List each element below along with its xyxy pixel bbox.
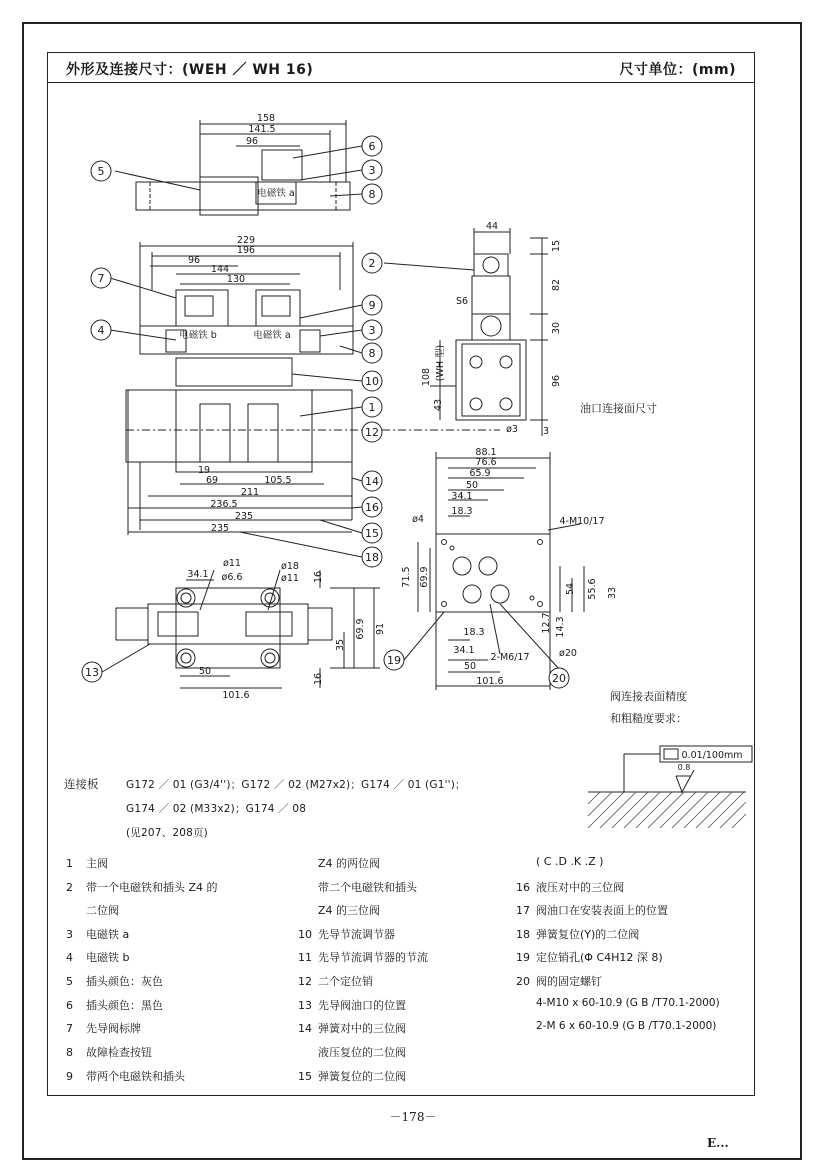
dim-50-top: 50 <box>465 480 479 491</box>
dim-55-6: 55.6 <box>587 578 598 600</box>
dim-158: 158 <box>256 113 276 124</box>
dim-211: 211 <box>240 487 260 498</box>
callout-20: 20 <box>552 672 566 685</box>
legend-item: 18 弹簧复位(Y)的二位阀 <box>516 928 640 941</box>
dim-236-5: 236.5 <box>210 499 238 510</box>
lower-view <box>102 570 380 688</box>
legend-item: 液压复位的二位阀 <box>318 1046 406 1059</box>
dim-33: 33 <box>607 586 618 600</box>
roughness-value: 0.8 <box>677 763 691 772</box>
dim-4-m10: 4-M10/17 <box>559 516 605 527</box>
dim-101-6-port: 101.6 <box>476 676 504 687</box>
legend-item: 13 先导阀油口的位置 <box>298 999 406 1012</box>
legend-item: 17 阀油口在安装表面上的位置 <box>516 904 668 917</box>
legend-item: 6 插头颜色：黑色 <box>66 999 163 1012</box>
legend-item: 19 定位销孔(Φ C4H12 深 8) <box>516 951 663 964</box>
legend-item: 二位阀 <box>86 904 119 917</box>
dim-15: 15 <box>551 239 562 253</box>
surface-hatch <box>588 792 746 828</box>
dim-105-5: 105.5 <box>264 475 292 486</box>
dim-229: 229 <box>236 235 256 246</box>
legend-item: 12 二个定位销 <box>298 975 373 988</box>
legend-item: Z4 的三位阀 <box>318 904 381 917</box>
s6-label: S6 <box>455 296 469 307</box>
dim-34-1-lower: 34.1 <box>187 569 209 580</box>
dim-144: 144 <box>210 264 230 275</box>
side-view <box>384 228 548 436</box>
dim-50-lower: 50 <box>198 666 212 677</box>
legend-item: 9 带两个电磁铁和插头 <box>66 1070 185 1083</box>
legend-item: 2-M 6 x 60-10.9 (G B /T70.1-2000) <box>536 1020 717 1032</box>
dim-196: 196 <box>236 245 256 256</box>
legend-item: 4 电磁铁 b <box>66 951 130 964</box>
callout-13: 13 <box>85 666 99 679</box>
dim-50-bottom: 50 <box>463 661 477 672</box>
callout-1: 1 <box>368 401 376 414</box>
callout-15: 15 <box>365 527 379 540</box>
callout-7: 2 <box>368 257 376 270</box>
dim-69-9-lower: 69.9 <box>355 618 366 640</box>
callout-18: 18 <box>365 551 379 564</box>
surface-requirement-line1: 阀连接表面精度 <box>610 690 687 703</box>
dim-34-1-top: 34.1 <box>451 491 473 502</box>
dim-dia11-b: ø11 <box>281 573 299 584</box>
dim-235b: 235 <box>210 523 230 534</box>
unit-label: 尺寸单位：(mm) <box>619 62 736 78</box>
dim-19: 19 <box>197 465 211 476</box>
dim-96-top: 96 <box>245 136 259 147</box>
dim-34-1-bottom: 34.1 <box>453 645 475 656</box>
callout-16: 16 <box>365 501 379 514</box>
dim-91: 91 <box>375 622 386 636</box>
surface-requirement-line2: 和粗糙度要求： <box>610 712 687 725</box>
legend-item: 2 带一个电磁铁和插头 Z4 的 <box>66 881 218 894</box>
callout-3b: 3 <box>368 324 376 337</box>
legend-item: Z4 的两位阀 <box>318 857 381 870</box>
dim-12-7: 12.7 <box>541 612 552 634</box>
dim-dia18: ø18 <box>281 561 299 572</box>
dim-35: 35 <box>335 638 346 652</box>
callout-19: 19 <box>387 654 401 667</box>
page-number: －178－ <box>389 1110 437 1124</box>
dim-69-9-port: 69.9 <box>419 566 430 588</box>
callout-8a: 8 <box>368 188 376 201</box>
legend-item: 16 液压对中的三位阀 <box>516 881 624 894</box>
legend-item: ( C .D .K .Z ) <box>536 855 604 868</box>
dim-71-5: 71.5 <box>401 566 412 588</box>
dim-dia20: ø20 <box>559 648 577 659</box>
callout-3a: 3 <box>368 164 376 177</box>
legend-item: 5 插头颜色：灰色 <box>66 975 163 988</box>
dim-44: 44 <box>485 221 499 232</box>
dim-141-5: 141.5 <box>248 124 276 135</box>
dim-96-side: 96 <box>551 374 562 388</box>
dim-18-3-bottom: 18.3 <box>463 627 485 638</box>
dim-dia6-6: ø6.6 <box>221 572 243 583</box>
callout-8b: 8 <box>368 347 376 360</box>
dim-76-6: 76.6 <box>475 457 497 468</box>
dim-88-1: 88.1 <box>475 447 497 458</box>
dim-69: 69 <box>205 475 219 486</box>
legend-item: 10 先导节流调节器 <box>298 928 395 941</box>
callout-9: 9 <box>368 299 376 312</box>
dim-14-3: 14.3 <box>555 616 566 638</box>
legend-item: 带二个电磁铁和插头 <box>318 881 417 894</box>
legend-item: 8 故障检查按钮 <box>66 1046 152 1059</box>
subplate-label: 连接板 <box>64 777 99 791</box>
dim-43: 43 <box>433 398 444 412</box>
dim-18-3-top: 18.3 <box>451 506 473 517</box>
subplate-line-2: G174 ／ 02 (M33x2)；G174 ／ 08 <box>126 803 307 815</box>
dim-3: 3 <box>542 426 550 437</box>
solenoid-a-front: 电磁铁 a <box>253 330 291 341</box>
legend-item: 11 先导节流调节器的节流 <box>298 951 428 964</box>
top-view <box>115 120 362 215</box>
callout-6: 7 <box>97 272 105 285</box>
subplate-line-1: G172 ／ 01 (G3/4'')；G172 ／ 02 (M27x2)；G174 ／ 01 (G1'')； <box>126 779 466 791</box>
subplate-line-3: (见207、208页) <box>126 827 208 839</box>
legend-item: 15 弹簧复位的二位阀 <box>298 1070 406 1083</box>
dim-96-front: 96 <box>187 255 201 266</box>
callout-2: 5 <box>97 165 105 178</box>
callout-10: 10 <box>365 375 379 388</box>
dim-dia11-a: ø11 <box>223 558 241 569</box>
brand-mark: E... <box>707 1136 729 1150</box>
legend-item: 1 主阀 <box>66 857 108 870</box>
dim-16-top: 16 <box>313 570 324 584</box>
dim-dia4: ø4 <box>412 514 424 525</box>
port-face-label: 油口连接面尺寸 <box>580 402 657 415</box>
dim-30: 30 <box>551 321 562 335</box>
callout-5: 6 <box>368 140 376 153</box>
dim-16-bottom: 16 <box>313 672 324 686</box>
dim-130: 130 <box>226 274 246 285</box>
legend-item: 14 弹簧对中的三位阀 <box>298 1022 406 1035</box>
dim-65-9: 65.9 <box>469 468 491 479</box>
dim-2-m6: 2-M6/17 <box>490 652 530 663</box>
page-title: 外形及连接尺寸：(WEH ／ WH 16) <box>66 62 314 78</box>
dim-wh-type: (WH 型) <box>435 344 446 382</box>
callout-4: 4 <box>97 324 105 337</box>
dim-235a: 235 <box>234 511 254 522</box>
legend-item: 7 先导阀标牌 <box>66 1022 141 1035</box>
dim-dia3: ø3 <box>506 424 518 435</box>
legend-item: 3 电磁铁 a <box>66 928 130 941</box>
dim-82: 82 <box>551 278 562 292</box>
callout-12: 12 <box>365 426 379 439</box>
legend-item: 4-M10 x 60-10.9 (G B /T70.1-2000) <box>536 997 720 1009</box>
dim-108: 108 <box>421 367 432 387</box>
callout-14: 14 <box>365 475 379 488</box>
legend-item: 20 阀的固定螺钉 <box>516 975 602 988</box>
flatness-value: 0.01/100mm <box>681 750 743 761</box>
dim-54: 54 <box>565 582 576 596</box>
solenoid-a-top: 电磁铁 a <box>257 188 295 199</box>
solenoid-b-front: 电磁铁 b <box>179 330 217 341</box>
dim-101-6-lower: 101.6 <box>222 690 250 701</box>
